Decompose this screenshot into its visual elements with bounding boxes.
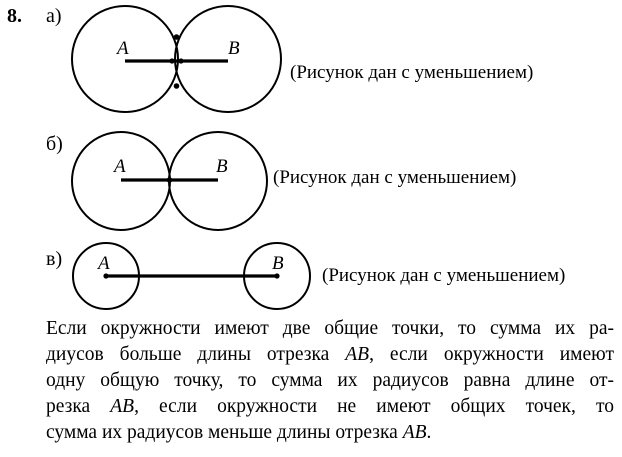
solution-text-run: резка [46, 396, 111, 417]
solution-text-run: , если окружности имеют [369, 344, 614, 365]
solution-text-run: диусов больше длины отрезка [46, 344, 346, 365]
part-c-label: в) [46, 248, 63, 270]
solution-text-run: сумма их радиусов меньше длины отрезка [46, 422, 403, 443]
part-c-center-b [274, 273, 279, 278]
solution-line [46, 368, 614, 394]
part-c-point-a: A [98, 253, 110, 274]
part-b-label: б) [46, 133, 63, 155]
part-a-point-a: A [117, 38, 129, 59]
problem-number: 8. [7, 5, 22, 27]
part-b-point-b: B [216, 156, 228, 177]
part-b [46, 132, 516, 230]
part-b-tangent-point [167, 177, 173, 183]
part-b-point-a: A [114, 156, 126, 177]
solution-text-run: . [426, 422, 432, 443]
solution-line [46, 316, 614, 342]
part-c-center-a [103, 273, 108, 278]
part-a-point-b: B [228, 38, 240, 59]
solution-line [46, 420, 614, 446]
part-b-caption: (Рисунок дан с уменьшением) [273, 167, 517, 188]
part-a-caption: (Рисунок дан с уменьшением) [290, 62, 534, 83]
part-a-circle-left [72, 6, 178, 112]
part-a-intersection-top [174, 34, 180, 40]
part-a-segment-point-left [169, 58, 174, 63]
part-c-caption: (Рисунок дан с уменьшением) [322, 265, 566, 286]
solution-line [46, 342, 614, 368]
segment-name: AB [110, 396, 135, 417]
part-c-point-b: B [272, 253, 284, 274]
part-a-intersection-bottom [174, 83, 180, 89]
part-c [46, 243, 565, 309]
solution-text-run: , если окружности не имеют общих точек, то [134, 396, 614, 417]
solution-text-run: Если окружности имеют две общие точки, то сумма их ра- [46, 318, 614, 339]
part-a [46, 5, 533, 112]
part-a-circle-right [175, 6, 281, 112]
segment-name: AB [345, 344, 370, 365]
solution-text [46, 316, 614, 446]
segment-name: AB [402, 422, 427, 443]
part-a-label: а) [46, 5, 62, 27]
part-a-segment-point-right [178, 58, 183, 63]
solution-text-run: одну общую точку, то сумма их радиусов равна длине от- [46, 370, 614, 391]
solution-line [46, 394, 614, 420]
